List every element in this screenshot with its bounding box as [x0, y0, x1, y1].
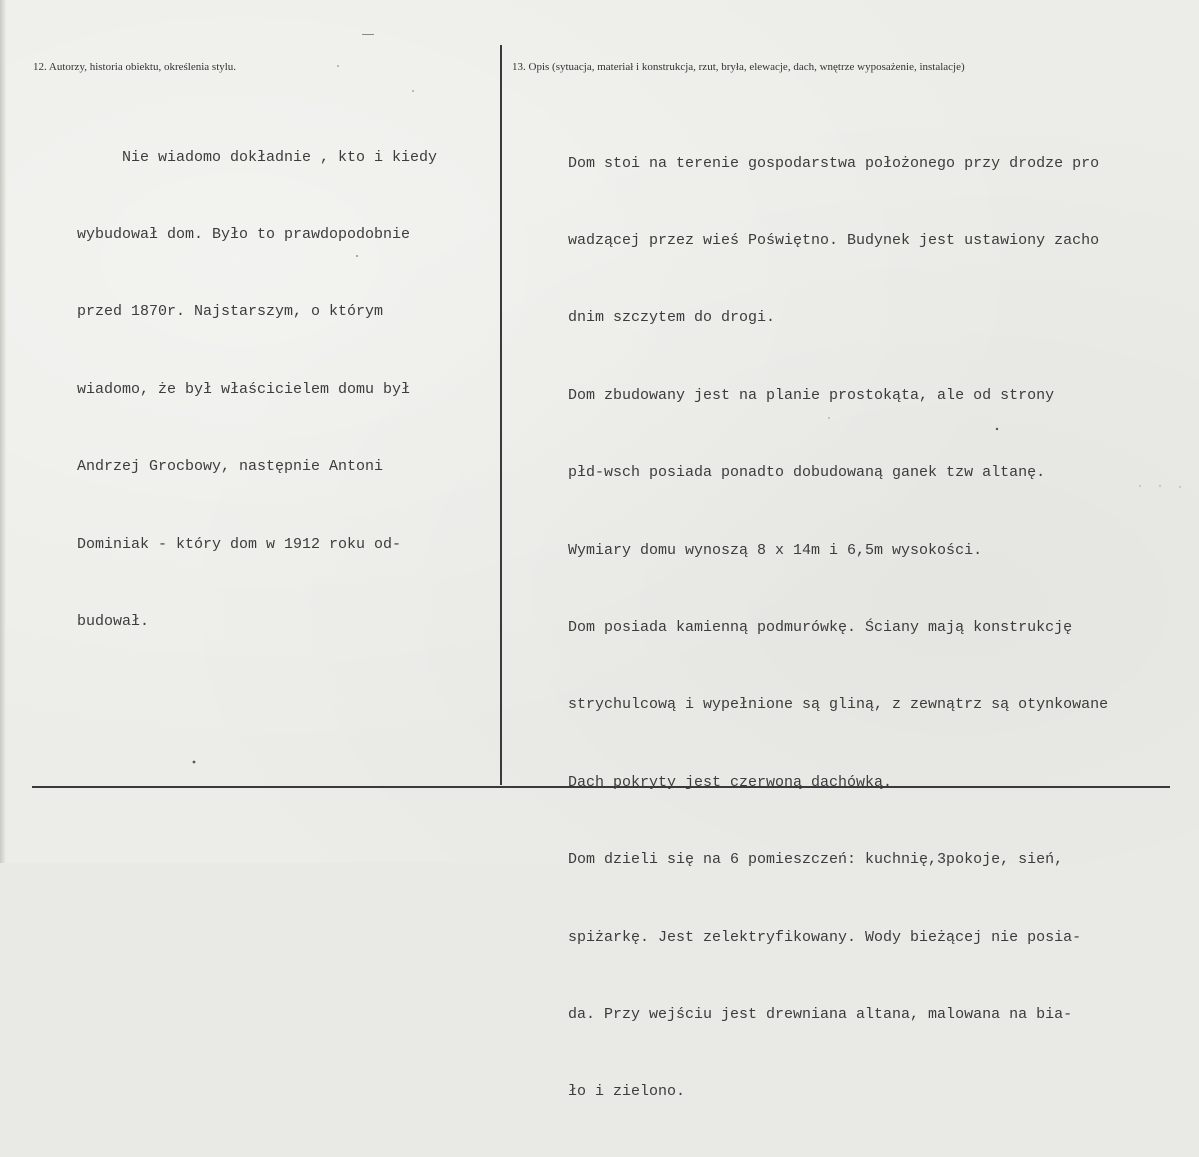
field-13-line: wadzącej przez wieś Poświętno. Budynek jest ustawiony zacho — [568, 231, 1100, 249]
field-13-line: Dom dzieli się na 6 pomieszczeń: kuchnię,3pokoje, sień, — [568, 851, 1064, 869]
field-13-line: strychulcową i wypełnione są gliną, z zewnątrz są otynkowane — [568, 696, 1109, 714]
field-13-line: da. Przy wejściu jest drewniana altana, malowana na bia- — [568, 1005, 1073, 1023]
card-edge-shadow — [0, 0, 6, 863]
column-divider — [500, 45, 502, 785]
field-13-line: płd-wsch posiada ponadto dobudowaną ganek tzw altanę. — [568, 464, 1046, 482]
field-13-line: Dom posiada kamienną podmurówkę. Ściany mają konstrukcję — [568, 618, 1073, 636]
field-12-line: przed 1870r. Najstarszym, o którym — [77, 303, 384, 321]
field-13-line: Wymiary domu wynoszą 8 x 14m i 6,5m wysokości. — [568, 541, 983, 559]
field-12-line: Nie wiadomo dokładnie , kto i kiedy — [77, 148, 438, 166]
field-13-line: Dom stoi na terenie gospodarstwa położonego przy drodze pro — [568, 154, 1100, 172]
pencil-mark — [362, 34, 374, 35]
field-12-label: 12. Autorzy, historia obiektu, określenia stylu. — [33, 61, 237, 73]
field-13-text — [568, 99, 1108, 1157]
field-12-line: Andrzej Grocbowy, następnie Antoni — [77, 458, 384, 476]
field-12-line: Dominiak - który dom w 1912 roku od- — [77, 535, 402, 553]
field-13-line: Dach pokryty jest czerwoną dachówką. — [568, 773, 893, 791]
field-12-line: wiadomo, że był właścicielem domu był — [77, 380, 411, 398]
field-13-line: Dom zbudowany jest na planie prostokąta, ale od strony — [568, 386, 1055, 404]
field-12-text — [77, 93, 437, 686]
field-12-line: wybudował dom. Było to prawdopodobnie — [77, 225, 411, 243]
field-13-line: spiżarkę. Jest zelektryfikowany. Wody bieżącej nie posia- — [568, 928, 1082, 946]
field-12-line: budował. — [77, 612, 150, 630]
field-13-line: dnim szczytem do drogi. — [568, 309, 776, 327]
field-13-label: 13. Opis (sytuacja, materiał i konstrukcja, rzut, bryła, elewacje, dach, wnętrze wyposażenie, instalacje) — [512, 61, 965, 73]
field-13-line: ło i zielono. — [568, 1083, 686, 1101]
